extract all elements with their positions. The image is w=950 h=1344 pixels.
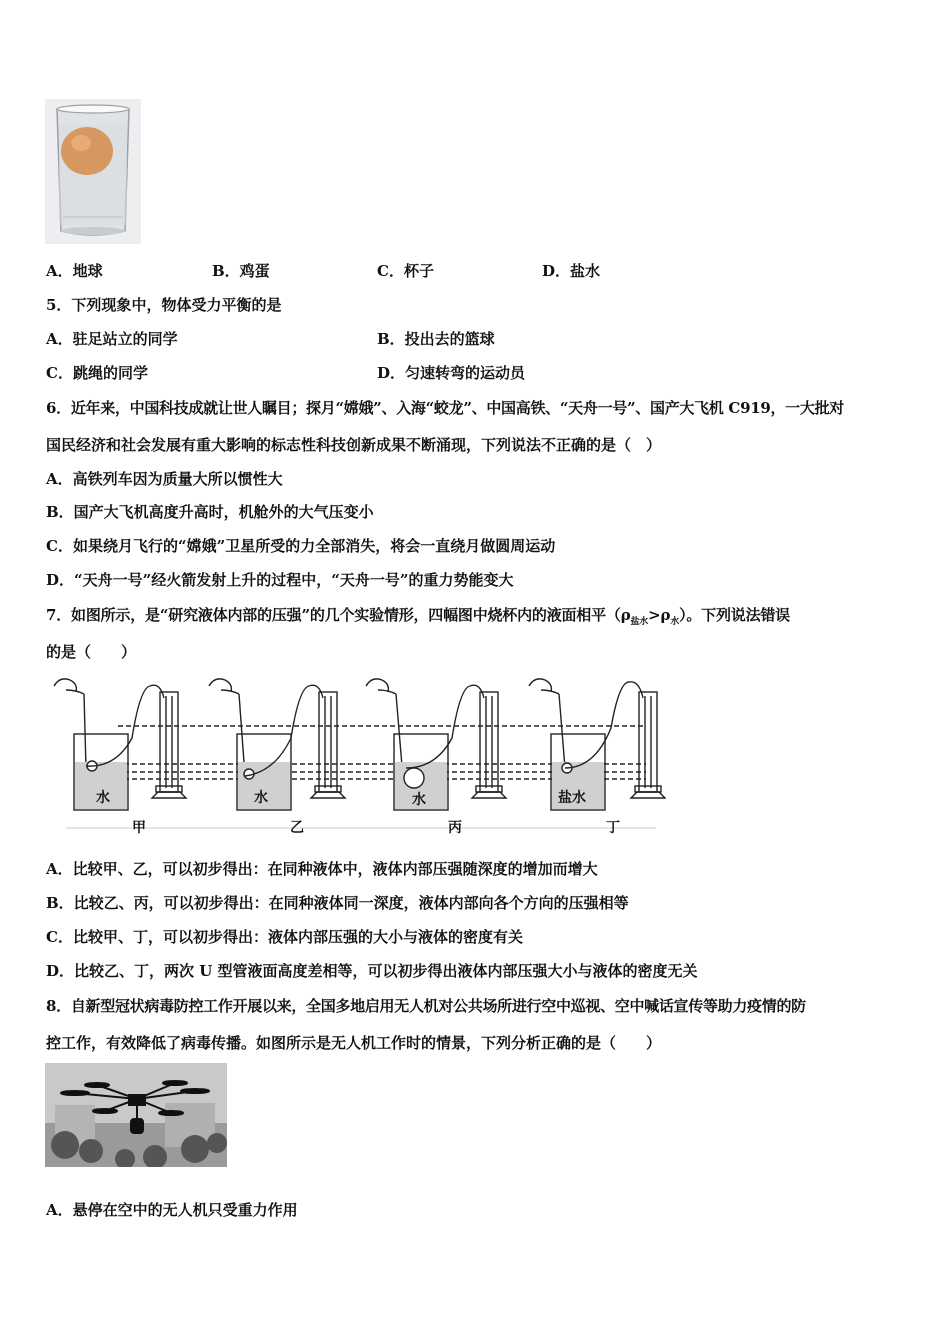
q8-stem-line2: 控工作，有效降低了病毒传播。如图所示是无人机工作时的情景，下列分析正确的是（ ）: [46, 1034, 662, 1052]
q4-option-a[interactable]: A．地球: [46, 262, 103, 280]
q6-option-c[interactable]: C．如果绕月飞行的“嫦娥”卫星所受的力全部消失，将会一直绕月做圆周运动: [46, 537, 556, 555]
q7-option-d[interactable]: D．比较乙、丁，两次 U 型管液面高度差相等，可以初步得出液体内部压强大小与液体的密度无关: [46, 962, 698, 980]
q7-option-c[interactable]: C．比较甲、丁，可以初步得出：液体内部压强的大小与液体的密度有关: [46, 928, 523, 946]
panel-jia: [54, 679, 186, 810]
q7-option-a[interactable]: A．比较甲、乙，可以初步得出：在同种液体中，液体内部压强随深度的增加而增大: [46, 860, 598, 878]
caption-bing: 丙: [448, 820, 462, 836]
q6-stem-line1: 6．近年来，中国科技成就让世人瞩目；探月“嫦娥”、入海“蛟龙”、中国高铁、“天舟一号”、国产大飞机 C919，一大批对: [46, 399, 844, 417]
q7-stem-part-b: ）。下列说法错误: [679, 606, 790, 624]
caption-jia: 甲: [132, 820, 146, 836]
q7-stem-gt: >ρ: [648, 606, 671, 624]
q5-option-c[interactable]: C．跳绳的同学: [46, 364, 148, 382]
q6-option-b[interactable]: B．国产大飞机高度升高时，机舱外的大气压变小: [46, 503, 374, 521]
panel-ding: [529, 679, 665, 810]
q6-option-d[interactable]: D．“天舟一号”经火箭发射上升的过程中，“天舟一号”的重力势能变大: [46, 571, 514, 589]
q4-option-b[interactable]: B．鸡蛋: [212, 262, 270, 280]
beaker-label-bing: 水: [412, 792, 426, 808]
rho-subscript-salt-water: 盐水: [630, 617, 649, 627]
q4-option-d[interactable]: D．盐水: [542, 262, 601, 280]
q5-option-b[interactable]: B．投出去的篮球: [377, 330, 495, 348]
q8-option-a[interactable]: A．悬停在空中的无人机只受重力作用: [46, 1201, 298, 1219]
q7-option-b[interactable]: B．比较乙、丙，可以初步得出：在同种液体同一深度，液体内部向各个方向的压强相等: [46, 894, 629, 912]
q7-stem-part-a: 7．如图所示，是“研究液体内部的压强”的几个实验情形，四幅图中烧杯内的液面相平（ρ: [46, 606, 631, 624]
rho-subscript-water: 水: [670, 617, 680, 627]
drone-photo: [45, 1063, 227, 1167]
q4-option-c[interactable]: C．杯子: [377, 262, 434, 280]
panel-yi: [209, 679, 345, 810]
q5-option-d[interactable]: D．匀速转弯的运动员: [377, 364, 526, 382]
beaker-label-jia: 水: [96, 790, 110, 806]
q6-option-a[interactable]: A．高铁列车因为质量大所以惯性大: [46, 470, 283, 488]
q7-stem-line1: [46, 605, 790, 632]
liquid-pressure-figure: [46, 668, 666, 844]
beaker-label-ding: 盐水: [558, 790, 586, 806]
q6-stem-line2: 国民经济和社会发展有重大影响的标志性科技创新成果不断涌现，下列说法不正确的是（ ）: [46, 436, 662, 454]
beaker-label-yi: 水: [254, 790, 268, 806]
caption-yi: 乙: [290, 820, 304, 836]
q5-stem: 5．下列现象中，物体受力平衡的是: [46, 296, 282, 314]
q5-option-a[interactable]: A．驻足站立的同学: [46, 330, 178, 348]
egg-in-glass-image: [45, 99, 141, 244]
q7-stem-line2: 的是（ ）: [46, 643, 137, 661]
caption-ding: 丁: [606, 820, 620, 836]
panel-bing: [366, 679, 506, 810]
q8-stem-line1: 8．自新型冠状病毒防控工作开展以来，全国多地启用无人机对公共场所进行空中巡视、空中喊话宣传等助力疫情的防: [46, 997, 806, 1015]
